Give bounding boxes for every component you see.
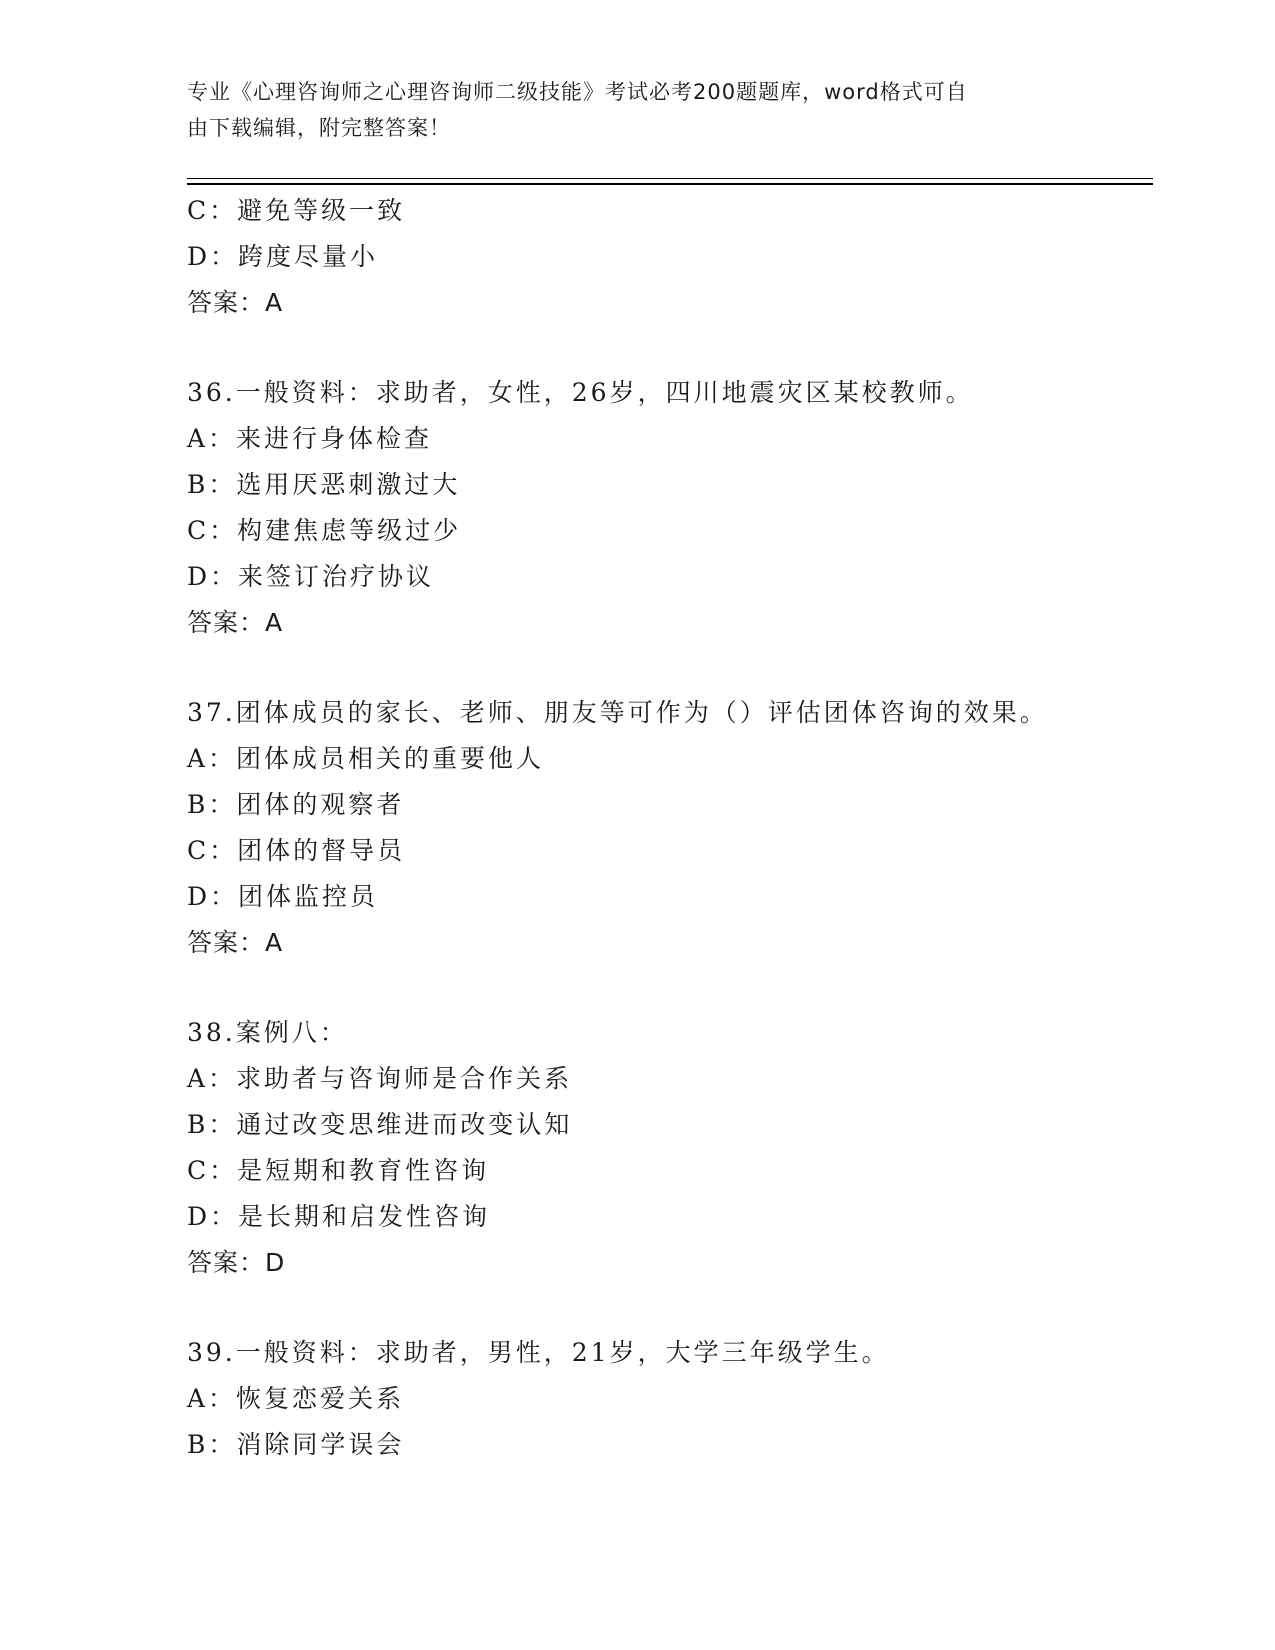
option-b: B：消除同学误会 bbox=[187, 1430, 405, 1459]
answer-line: 答案：D bbox=[187, 1248, 286, 1277]
question-38 bbox=[187, 1010, 1147, 1286]
header-line-2: 由下载编辑，附完整答案！ bbox=[187, 116, 451, 140]
header-divider-thick bbox=[187, 183, 1153, 185]
option-d: D：来签订治疗协议 bbox=[187, 562, 435, 591]
option-a: A：团体成员相关的重要他人 bbox=[187, 744, 545, 773]
option-c: C：构建焦虑等级过少 bbox=[187, 516, 462, 545]
question-39 bbox=[187, 1330, 1147, 1468]
option-c: C：是短期和教育性咨询 bbox=[187, 1156, 490, 1185]
option-b: B：团体的观察者 bbox=[187, 790, 405, 819]
spacer bbox=[187, 966, 1147, 1010]
question-fragment bbox=[187, 188, 1147, 326]
question-37 bbox=[187, 690, 1147, 966]
option-a: A：恢复恋爱关系 bbox=[187, 1384, 405, 1413]
option-b: B：通过改变思维进而改变认知 bbox=[187, 1110, 573, 1139]
question-36 bbox=[187, 370, 1147, 646]
question-stem: 36.一般资料：求助者，女性，26岁，四川地震灾区某校教师。 bbox=[187, 378, 974, 407]
option-a: A：求助者与咨询师是合作关系 bbox=[187, 1064, 573, 1093]
option-c: C：避免等级一致 bbox=[187, 196, 406, 225]
option-a: A：来进行身体检查 bbox=[187, 424, 433, 453]
spacer bbox=[187, 646, 1147, 690]
spacer bbox=[187, 1286, 1147, 1330]
answer-line: 答案：A bbox=[187, 608, 284, 637]
spacer bbox=[187, 326, 1147, 370]
question-content bbox=[187, 188, 1147, 1468]
question-stem: 37.团体成员的家长、老师、朋友等可作为（）评估团体咨询的效果。 bbox=[187, 698, 1048, 727]
document-header bbox=[187, 74, 1067, 146]
option-d: D：是长期和启发性咨询 bbox=[187, 1202, 491, 1231]
question-stem: 38.案例八： bbox=[187, 1018, 348, 1047]
option-c: C：团体的督导员 bbox=[187, 836, 406, 865]
answer-line: 答案：A bbox=[187, 288, 284, 317]
option-b: B：选用厌恶刺激过大 bbox=[187, 470, 461, 499]
answer-line: 答案：A bbox=[187, 928, 284, 957]
option-d: D：团体监控员 bbox=[187, 882, 379, 911]
header-line-1: 专业《心理咨询师之心理咨询师二级技能》考试必考200题题库，word格式可自 bbox=[187, 80, 968, 104]
question-stem: 39.一般资料：求助者，男性，21岁，大学三年级学生。 bbox=[187, 1338, 890, 1367]
option-d: D：跨度尽量小 bbox=[187, 242, 379, 271]
header-divider-thin bbox=[187, 178, 1153, 179]
